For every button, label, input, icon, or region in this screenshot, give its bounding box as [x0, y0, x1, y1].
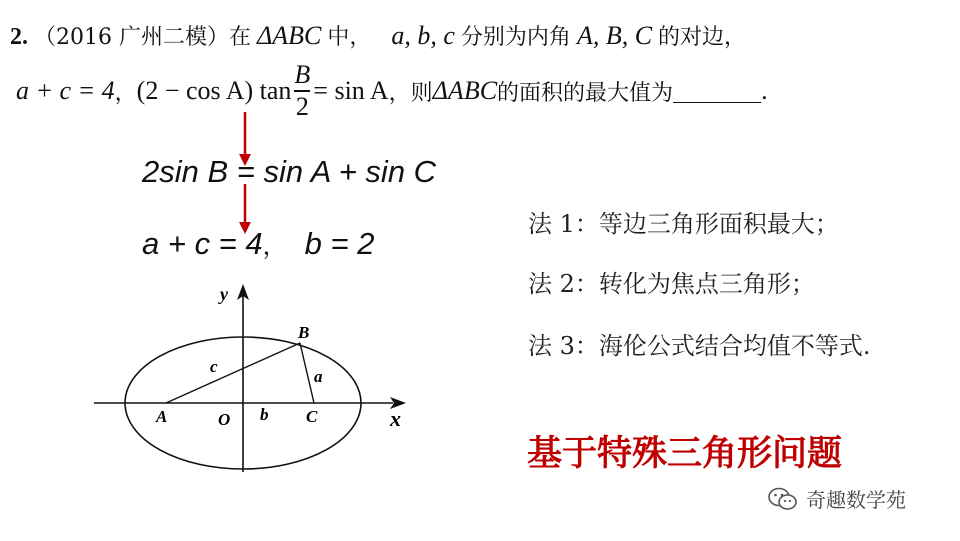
ellipse-diagram	[88, 280, 418, 480]
axis-label-x: x	[390, 406, 401, 431]
point-c-label: C	[306, 407, 318, 426]
triangle-label: ΔABC	[256, 21, 322, 50]
triangle-label-2: ΔABC	[432, 76, 498, 105]
side-a-line	[300, 343, 314, 403]
condition-sum: a + c = 4	[16, 76, 115, 105]
derivation-step-2	[142, 226, 374, 262]
side-c-line	[166, 343, 300, 403]
equation-b: b = 2	[304, 226, 375, 261]
comma-1: ，	[114, 80, 137, 106]
axis-label-y: y	[220, 284, 228, 304]
wechat-icon	[768, 486, 798, 512]
condition-trig-right: = sin A	[313, 76, 389, 105]
derivation-step-1	[142, 154, 436, 190]
fraction-numerator: B	[294, 60, 311, 89]
angle-names: A, B, C	[576, 21, 653, 50]
side-b-label: b	[260, 405, 269, 424]
brand-watermark	[768, 484, 906, 513]
equation-sum: a + c = 4	[142, 226, 263, 261]
side-a-label: a	[314, 367, 323, 386]
point-b-label: B	[298, 323, 310, 342]
method-1: 法 1：等边三角形面积最大；	[528, 210, 839, 238]
text-zhong: 中，	[327, 25, 372, 50]
problem-source: （2016 广州二模）在	[34, 25, 251, 50]
brand-name: 奇趣数学苑	[806, 488, 906, 512]
text-duibian: 的对边，	[658, 25, 747, 50]
side-c-label: c	[210, 357, 218, 376]
method-2: 法 2：转化为焦点三角形；	[528, 270, 815, 298]
point-a-label: A	[156, 407, 168, 426]
problem-number: 2	[10, 24, 22, 50]
origin-label: O	[218, 410, 231, 429]
side-names: a, b, c	[391, 21, 455, 50]
method-3: 法 3：海伦公式结合均值不等式.	[528, 332, 871, 360]
problem-line-1: 2. （2016 广州二模）在 ΔABC 中， a, b, c 分别为内角 A, B, C 的对边，	[10, 21, 747, 50]
text-ze: ，则	[388, 80, 433, 106]
period: .	[761, 76, 768, 105]
headline: 基于特殊三角形问题	[527, 434, 843, 474]
text-fenbie: 分别为内角	[460, 25, 571, 50]
condition-trig-left: (2 − cos A) tan	[136, 76, 292, 105]
text-ask: 的面积的最大值为	[497, 80, 674, 106]
problem-line-2	[16, 62, 768, 120]
equation-sine-relation: 2sin B = sin A + sin C	[142, 154, 437, 189]
fraction-b-over-2	[294, 62, 310, 120]
fraction-denominator: 2	[295, 92, 309, 121]
answer-blank	[673, 80, 761, 103]
separator: ，	[262, 232, 287, 260]
